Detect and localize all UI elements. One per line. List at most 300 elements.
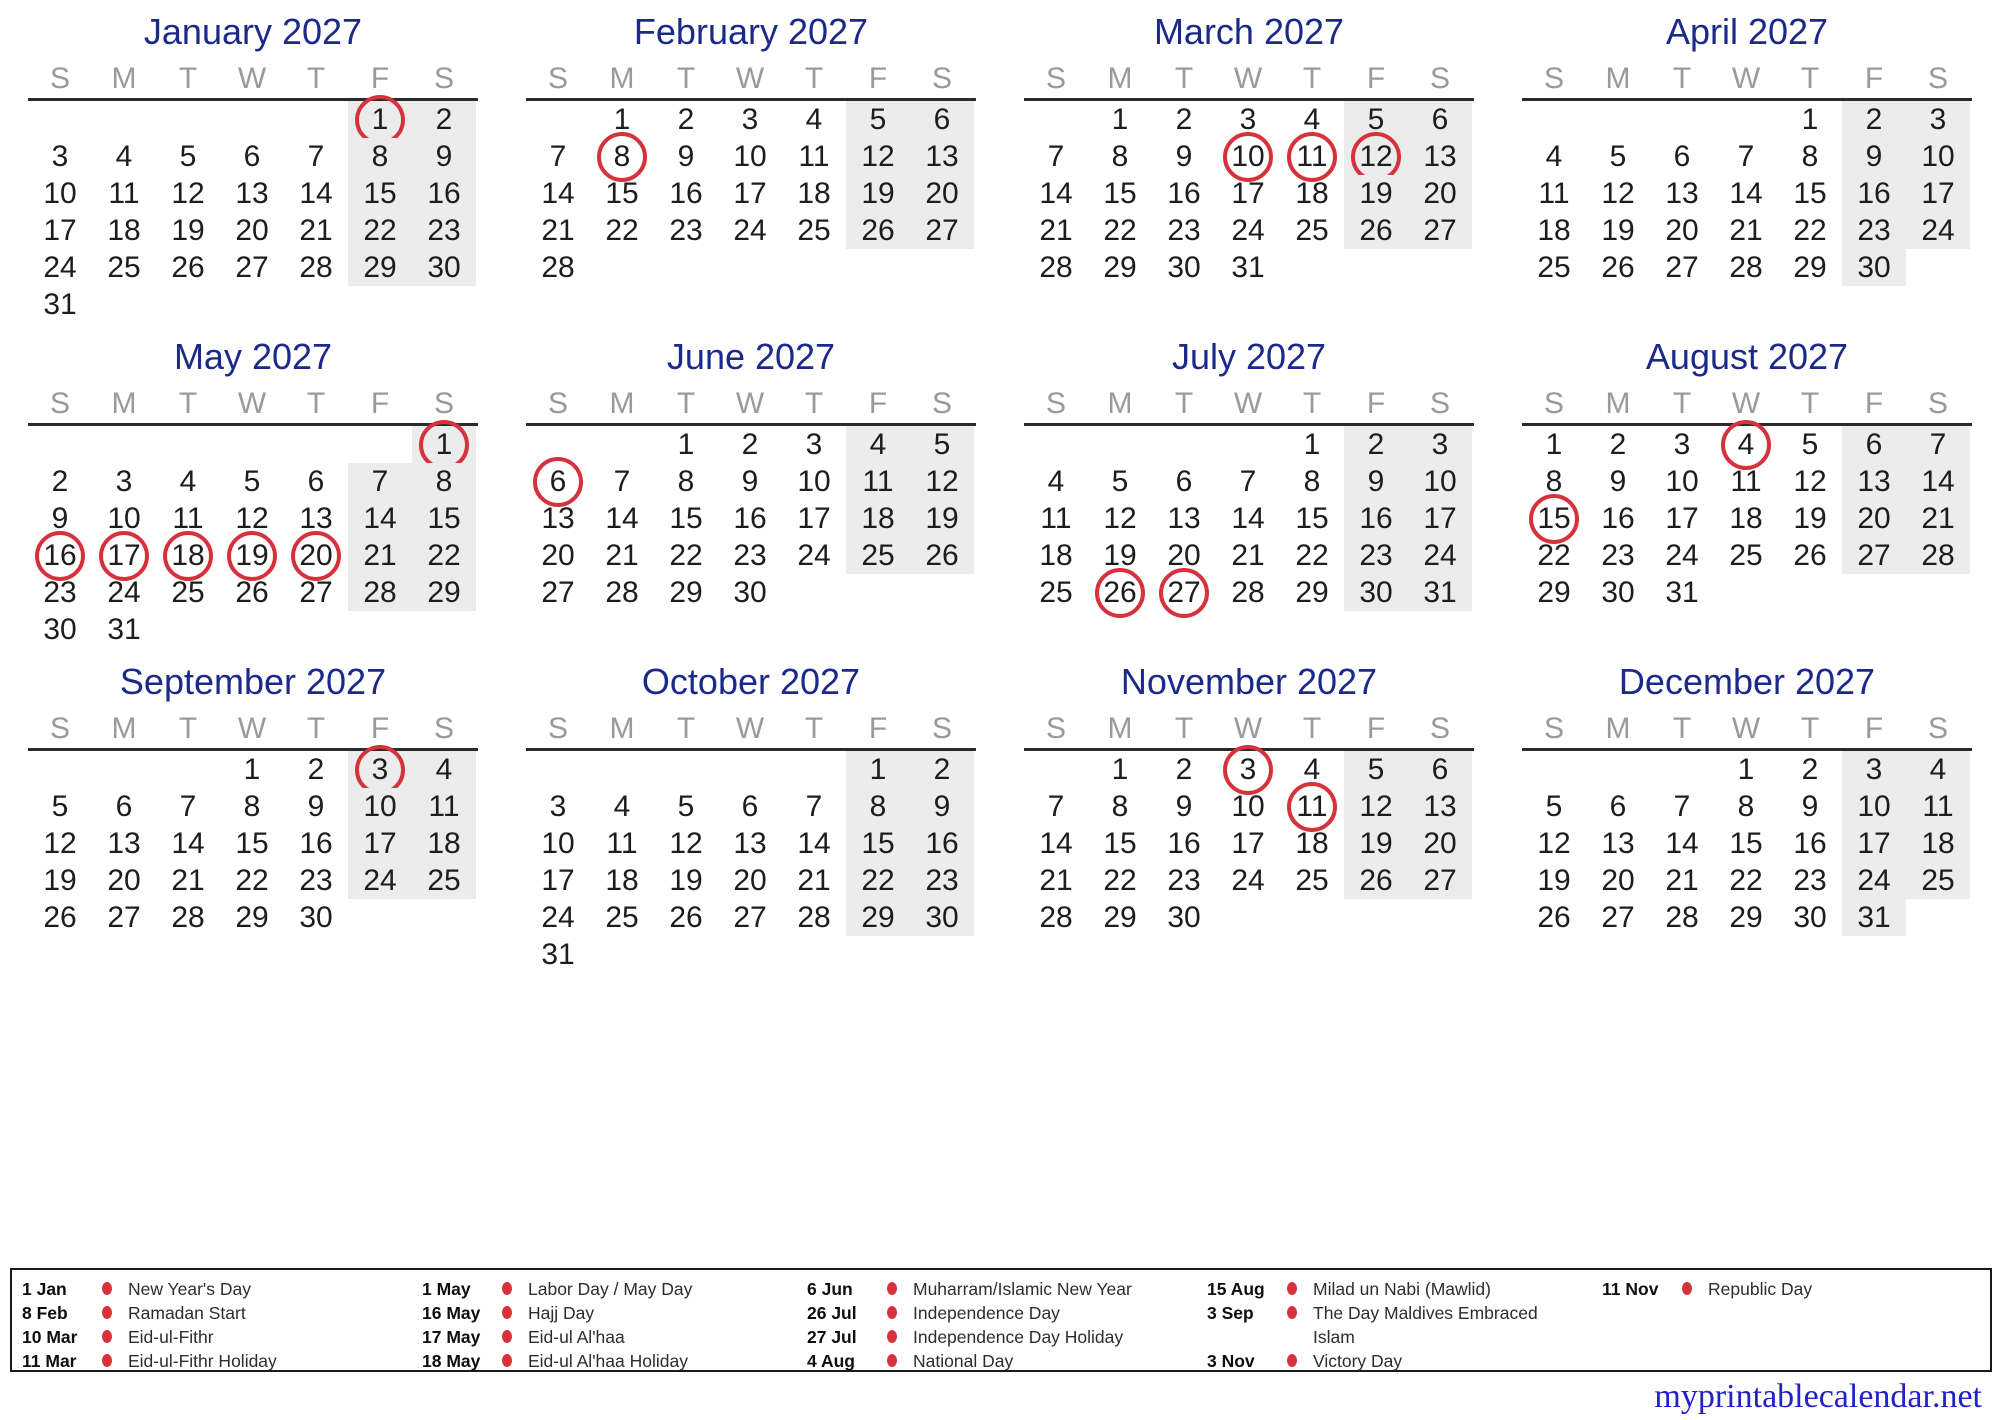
weekday-header: S xyxy=(547,387,568,420)
days-grid xyxy=(1024,426,1474,611)
legend-label: Hajj Day xyxy=(528,1303,595,1323)
day-cell: 6 xyxy=(1609,790,1627,823)
day-cell: 16 xyxy=(1167,827,1201,860)
holiday-dot-icon xyxy=(887,1306,897,1319)
day-cell: 11 xyxy=(108,177,140,210)
day-cell: 9 xyxy=(677,140,695,173)
holiday-dot-icon xyxy=(887,1354,897,1367)
empty-cell xyxy=(92,426,156,463)
weekday-header-row xyxy=(1522,62,1972,101)
legend-column-4 xyxy=(1207,1277,1602,1370)
day-cell: 2 xyxy=(910,751,974,788)
day-cell: 28 xyxy=(171,901,205,934)
holiday-day: 3 xyxy=(1216,751,1280,788)
day-cell: 15 xyxy=(1295,502,1329,535)
day-cell: 3 xyxy=(1673,428,1691,461)
day-cell: 18 xyxy=(412,825,476,862)
day-cell: 6 xyxy=(1408,751,1472,788)
day-cell: 7 xyxy=(179,790,197,823)
day-cell: 2 xyxy=(1609,428,1627,461)
day-cell: 26 xyxy=(171,251,205,284)
empty-cell xyxy=(1088,426,1152,463)
holiday-dot-icon xyxy=(1682,1282,1692,1295)
day-cell: 23 xyxy=(43,576,77,609)
day-cell: 26 xyxy=(669,901,703,934)
empty-cell xyxy=(156,426,220,463)
day-cell: 14 xyxy=(1231,502,1265,535)
day-cell: 7 xyxy=(307,140,325,173)
day-cell: 16 xyxy=(1793,827,1827,860)
month-title: July 2027 xyxy=(1171,336,1327,377)
day-cell: 14 xyxy=(541,177,575,210)
legend-date: 26 Jul xyxy=(807,1303,857,1323)
day-cell: 21 xyxy=(1729,214,1763,247)
day-cell: 14 xyxy=(1729,177,1763,210)
day-cell: 17 xyxy=(348,825,412,862)
month-january-2027 xyxy=(28,10,478,323)
day-cell: 14 xyxy=(1039,827,1073,860)
day-cell: 5 xyxy=(910,426,974,463)
weekday-header: T xyxy=(1800,387,1820,420)
day-cell: 20 xyxy=(541,539,575,572)
empty-cell xyxy=(284,426,348,463)
weekday-header: T xyxy=(1174,387,1194,420)
day-cell: 18 xyxy=(1295,827,1329,860)
month-title: May 2027 xyxy=(173,336,333,377)
weekday-header: F xyxy=(370,387,390,420)
weekday-header: S xyxy=(1543,387,1564,420)
holiday-day: 3 xyxy=(348,751,412,788)
empty-cell xyxy=(156,751,220,788)
day-cell: 12 xyxy=(235,502,269,535)
day-cell: 30 xyxy=(43,613,77,646)
empty-cell xyxy=(526,426,590,463)
weekday-header: T xyxy=(804,62,824,95)
day-cell: 17 xyxy=(1231,827,1265,860)
day-cell: 28 xyxy=(299,251,333,284)
weekday-header: S xyxy=(1927,712,1948,745)
legend-item xyxy=(22,1349,422,1373)
day-cell: 3 xyxy=(1239,103,1257,136)
day-cell: 17 xyxy=(733,177,767,210)
legend-label: Muharram/Islamic New Year xyxy=(913,1279,1132,1299)
day-cell: 25 xyxy=(1729,539,1763,572)
day-cell: 8 xyxy=(1111,790,1129,823)
day-cell: 25 xyxy=(605,901,639,934)
month-march-2027 xyxy=(1024,10,1474,323)
weekday-header: T xyxy=(1672,712,1692,745)
day-cell: 31 xyxy=(43,288,77,321)
day-cell: 21 xyxy=(1906,500,1970,537)
day-cell: 23 xyxy=(1601,539,1635,572)
day-cell: 5 xyxy=(846,101,910,138)
weekday-header: W xyxy=(1233,62,1263,95)
day-cell: 16 xyxy=(910,825,974,862)
day-cell: 30 xyxy=(910,899,974,936)
holiday-dot-icon xyxy=(102,1282,112,1295)
days-grid xyxy=(1522,426,1972,611)
day-cell: 28 xyxy=(1231,576,1265,609)
day-cell: 1 xyxy=(846,751,910,788)
day-cell: 13 xyxy=(235,177,269,210)
day-cell: 18 xyxy=(1295,177,1329,210)
weekday-header: M xyxy=(1605,387,1631,420)
day-cell: 24 xyxy=(541,901,575,934)
weekday-header: S xyxy=(49,62,70,95)
days-grid xyxy=(526,426,976,611)
day-cell: 3 xyxy=(1408,426,1472,463)
day-cell: 15 xyxy=(605,177,639,210)
day-cell: 5 xyxy=(1545,790,1563,823)
day-cell: 28 xyxy=(348,574,412,611)
holiday-day: 15 xyxy=(1522,500,1586,537)
day-cell: 31 xyxy=(541,938,575,971)
day-cell: 10 xyxy=(348,788,412,825)
day-cell: 13 xyxy=(1408,788,1472,825)
day-cell: 22 xyxy=(1295,539,1329,572)
day-cell: 17 xyxy=(1665,502,1699,535)
month-november-2027 xyxy=(1024,660,1474,973)
weekday-header: T xyxy=(1302,712,1322,745)
day-cell: 9 xyxy=(412,138,476,175)
day-cell: 2 xyxy=(1175,753,1193,786)
empty-cell xyxy=(1650,751,1714,788)
month-october-2027 xyxy=(526,660,976,973)
day-cell: 29 xyxy=(669,576,703,609)
weekday-header-row xyxy=(526,62,976,101)
day-cell: 24 xyxy=(1231,214,1265,247)
day-cell: 29 xyxy=(1793,251,1827,284)
weekday-header: T xyxy=(178,387,198,420)
month-title: April 2027 xyxy=(1665,11,1829,52)
day-cell: 1 xyxy=(1111,753,1129,786)
day-cell: 18 xyxy=(846,500,910,537)
day-cell: 28 xyxy=(605,576,639,609)
day-cell: 6 xyxy=(910,101,974,138)
day-cell: 30 xyxy=(733,576,767,609)
day-cell: 22 xyxy=(412,537,476,574)
day-cell: 6 xyxy=(1842,426,1906,463)
day-cell: 16 xyxy=(412,175,476,212)
day-cell: 10 xyxy=(1906,138,1970,175)
day-cell: 25 xyxy=(1537,251,1571,284)
day-cell: 3 xyxy=(115,465,133,498)
weekday-header: T xyxy=(1672,62,1692,95)
legend-label: Eid-ul-Fithr Holiday xyxy=(128,1351,277,1371)
weekday-header: F xyxy=(370,62,390,95)
calendar-grid xyxy=(28,10,1972,973)
weekday-header: T xyxy=(676,62,696,95)
day-cell: 16 xyxy=(299,827,333,860)
day-cell: 6 xyxy=(243,140,261,173)
day-cell: 26 xyxy=(846,212,910,249)
day-cell: 24 xyxy=(1408,537,1472,574)
day-cell: 5 xyxy=(1344,101,1408,138)
day-cell: 22 xyxy=(1103,864,1137,897)
day-cell: 29 xyxy=(1729,901,1763,934)
day-cell: 30 xyxy=(1167,251,1201,284)
day-cell: 26 xyxy=(1344,212,1408,249)
weekday-header-row xyxy=(1522,712,1972,751)
day-cell: 6 xyxy=(307,465,325,498)
holiday-dot-icon xyxy=(887,1330,897,1343)
day-cell: 19 xyxy=(1344,825,1408,862)
days-grid xyxy=(28,426,478,648)
day-cell: 20 xyxy=(107,864,141,897)
legend-date: 27 Jul xyxy=(807,1327,857,1347)
weekday-header: T xyxy=(1800,62,1820,95)
day-cell: 17 xyxy=(541,864,575,897)
holiday-day: 16 xyxy=(28,537,92,574)
legend-date: 3 Sep xyxy=(1207,1303,1254,1323)
day-cell: 21 xyxy=(348,537,412,574)
empty-cell xyxy=(28,751,92,788)
day-cell: 15 xyxy=(348,175,412,212)
day-cell: 25 xyxy=(107,251,141,284)
weekday-header-row xyxy=(526,387,976,426)
day-cell: 13 xyxy=(1408,138,1472,175)
day-cell: 11 xyxy=(412,788,476,825)
day-cell: 25 xyxy=(171,576,205,609)
day-cell: 25 xyxy=(1295,864,1329,897)
day-cell: 1 xyxy=(1303,428,1321,461)
legend-label: Milad un Nabi (Mawlid) xyxy=(1313,1279,1491,1299)
day-cell: 12 xyxy=(1601,177,1635,210)
day-cell: 20 xyxy=(1408,825,1472,862)
day-cell: 9 xyxy=(1175,140,1193,173)
legend-date: 6 Jun xyxy=(807,1279,853,1299)
day-cell: 12 xyxy=(1793,465,1827,498)
legend-date: 11 Nov xyxy=(1602,1279,1659,1299)
day-cell: 19 xyxy=(669,864,703,897)
weekday-header-row xyxy=(1024,387,1474,426)
weekday-header: S xyxy=(1429,62,1450,95)
day-cell: 8 xyxy=(1737,790,1755,823)
weekday-header: W xyxy=(237,387,267,420)
day-cell: 27 xyxy=(910,212,974,249)
legend-label: Republic Day xyxy=(1708,1279,1813,1299)
weekday-header-row xyxy=(28,712,478,751)
day-cell: 30 xyxy=(299,901,333,934)
day-cell: 8 xyxy=(1303,465,1321,498)
day-cell: 22 xyxy=(1537,539,1571,572)
day-cell: 3 xyxy=(1906,101,1970,138)
weekday-header: S xyxy=(1429,712,1450,745)
day-cell: 24 xyxy=(1906,212,1970,249)
day-cell: 24 xyxy=(797,539,831,572)
day-cell: 23 xyxy=(1344,537,1408,574)
day-cell: 16 xyxy=(733,502,767,535)
weekday-header: S xyxy=(931,712,952,745)
month-title: March 2027 xyxy=(1153,11,1345,52)
day-cell: 30 xyxy=(412,249,476,286)
empty-cell xyxy=(28,426,92,463)
empty-cell xyxy=(1650,101,1714,138)
weekday-header: T xyxy=(178,712,198,745)
day-cell: 18 xyxy=(797,177,831,210)
day-cell: 27 xyxy=(541,576,575,609)
day-cell: 17 xyxy=(43,214,77,247)
legend-item xyxy=(1602,1277,1812,1301)
legend-item xyxy=(1207,1301,1602,1349)
day-cell: 15 xyxy=(846,825,910,862)
day-cell: 12 xyxy=(43,827,77,860)
day-cell: 14 xyxy=(1665,827,1699,860)
day-cell: 22 xyxy=(605,214,639,247)
day-cell: 14 xyxy=(797,827,831,860)
legend-column-3 xyxy=(807,1277,1207,1370)
legend-item xyxy=(807,1277,1207,1301)
day-cell: 21 xyxy=(299,214,333,247)
day-cell: 4 xyxy=(1303,103,1321,136)
day-cell: 29 xyxy=(235,901,269,934)
day-cell: 13 xyxy=(1842,463,1906,500)
day-cell: 11 xyxy=(1040,502,1072,535)
weekday-header: S xyxy=(1429,387,1450,420)
holiday-day: 18 xyxy=(156,537,220,574)
day-cell: 13 xyxy=(1167,502,1201,535)
day-cell: 27 xyxy=(1408,212,1472,249)
day-cell: 22 xyxy=(235,864,269,897)
day-cell: 16 xyxy=(1842,175,1906,212)
day-cell: 15 xyxy=(1103,177,1137,210)
holiday-dot-icon xyxy=(1287,1354,1297,1367)
day-cell: 26 xyxy=(1344,862,1408,899)
day-cell: 27 xyxy=(1665,251,1699,284)
holiday-dot-icon xyxy=(102,1354,112,1367)
day-cell: 4 xyxy=(115,140,133,173)
day-cell: 5 xyxy=(1801,428,1819,461)
weekday-header: T xyxy=(306,712,326,745)
weekday-header: T xyxy=(1672,387,1692,420)
day-cell: 13 xyxy=(910,138,974,175)
day-cell: 8 xyxy=(412,463,476,500)
day-cell: 10 xyxy=(107,502,141,535)
day-cell: 17 xyxy=(1842,825,1906,862)
day-cell: 20 xyxy=(1601,864,1635,897)
day-cell: 10 xyxy=(1231,790,1265,823)
day-cell: 27 xyxy=(107,901,141,934)
day-cell: 11 xyxy=(1538,177,1570,210)
day-cell: 28 xyxy=(1665,901,1699,934)
legend-date: 16 May xyxy=(422,1303,481,1323)
holiday-dot-icon xyxy=(502,1282,512,1295)
day-cell: 29 xyxy=(1537,576,1571,609)
day-cell: 27 xyxy=(1601,901,1635,934)
legend-item xyxy=(807,1349,1207,1373)
weekday-header: T xyxy=(804,387,824,420)
weekday-header: S xyxy=(1045,387,1066,420)
day-cell: 2 xyxy=(412,101,476,138)
day-cell: 4 xyxy=(179,465,197,498)
day-cell: 26 xyxy=(910,537,974,574)
empty-cell xyxy=(1216,426,1280,463)
month-title: June 2027 xyxy=(666,336,836,377)
day-cell: 2 xyxy=(1344,426,1408,463)
holiday-day: 12 xyxy=(1344,138,1408,175)
day-cell: 7 xyxy=(1673,790,1691,823)
day-cell: 25 xyxy=(1906,862,1970,899)
day-cell: 9 xyxy=(910,788,974,825)
legend-label: Independence Day xyxy=(913,1303,1060,1323)
month-february-2027 xyxy=(526,10,976,323)
empty-cell xyxy=(1024,751,1088,788)
holiday-day: 1 xyxy=(348,101,412,138)
day-cell: 6 xyxy=(115,790,133,823)
day-cell: 19 xyxy=(1344,175,1408,212)
days-grid xyxy=(1522,751,1972,936)
day-cell: 24 xyxy=(733,214,767,247)
day-cell: 6 xyxy=(1175,465,1193,498)
weekday-header: T xyxy=(1174,712,1194,745)
legend-item xyxy=(22,1277,422,1301)
legend-date: 1 May xyxy=(422,1279,471,1299)
day-cell: 18 xyxy=(1039,539,1073,572)
holiday-day: 26 xyxy=(1088,574,1152,611)
legend-date: 10 Mar xyxy=(22,1327,78,1347)
legend-label: Eid-ul Al'haa Holiday xyxy=(528,1351,688,1371)
day-cell: 15 xyxy=(1103,827,1137,860)
day-cell: 4 xyxy=(1906,751,1970,788)
day-cell: 1 xyxy=(1545,428,1563,461)
empty-cell xyxy=(1152,426,1216,463)
days-grid xyxy=(1024,751,1474,936)
day-cell: 18 xyxy=(1906,825,1970,862)
day-cell: 5 xyxy=(677,790,695,823)
day-cell: 31 xyxy=(1665,576,1699,609)
weekday-header: M xyxy=(111,712,137,745)
weekday-header: T xyxy=(306,387,326,420)
day-cell: 27 xyxy=(1408,862,1472,899)
day-cell: 15 xyxy=(235,827,269,860)
weekday-header-row xyxy=(1024,712,1474,751)
legend-item xyxy=(1207,1277,1602,1301)
day-cell: 28 xyxy=(797,901,831,934)
weekday-header: T xyxy=(178,62,198,95)
day-cell: 19 xyxy=(910,500,974,537)
watermark-link[interactable]: myprintablecalendar.net xyxy=(1654,1378,1982,1415)
empty-cell xyxy=(1522,751,1586,788)
legend-date: 15 Aug xyxy=(1207,1279,1265,1299)
day-cell: 1 xyxy=(1801,103,1819,136)
month-august-2027 xyxy=(1522,335,1972,648)
month-title: December 2027 xyxy=(1618,661,1876,702)
day-cell: 25 xyxy=(797,214,831,247)
day-cell: 15 xyxy=(1729,827,1763,860)
empty-cell xyxy=(28,101,92,138)
day-cell: 21 xyxy=(605,539,639,572)
day-cell: 22 xyxy=(1103,214,1137,247)
weekday-header: W xyxy=(1731,62,1761,95)
weekday-header: T xyxy=(1302,62,1322,95)
holiday-day: 17 xyxy=(92,537,156,574)
day-cell: 8 xyxy=(348,138,412,175)
day-cell: 10 xyxy=(1842,788,1906,825)
weekday-header: S xyxy=(931,62,952,95)
day-cell: 19 xyxy=(1601,214,1635,247)
legend-item xyxy=(807,1301,1207,1325)
weekday-header: F xyxy=(868,712,888,745)
day-cell: 18 xyxy=(1537,214,1571,247)
day-cell: 9 xyxy=(1801,790,1819,823)
weekday-header: W xyxy=(1731,387,1761,420)
day-cell: 9 xyxy=(1609,465,1627,498)
weekday-header-row xyxy=(1024,62,1474,101)
empty-cell xyxy=(220,426,284,463)
day-cell: 17 xyxy=(1408,500,1472,537)
weekday-header: W xyxy=(237,712,267,745)
day-cell: 28 xyxy=(1729,251,1763,284)
